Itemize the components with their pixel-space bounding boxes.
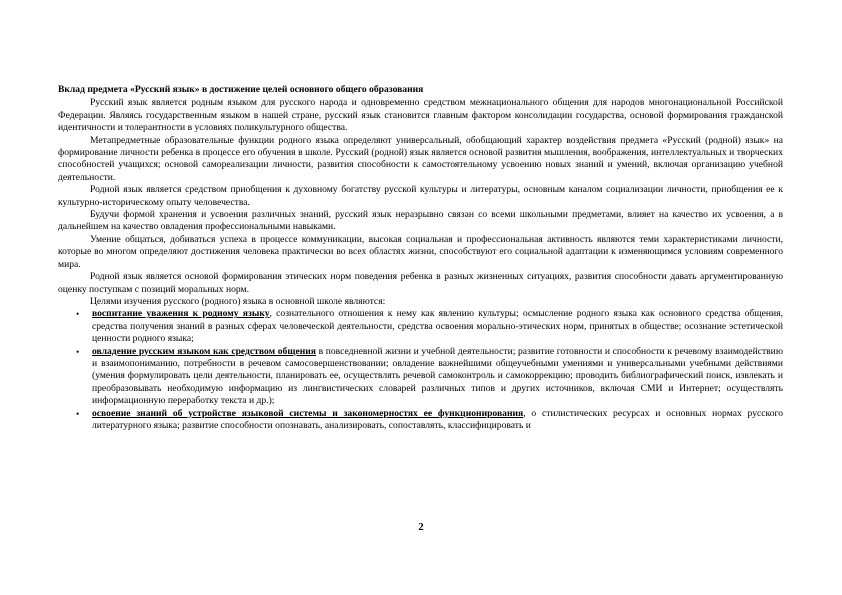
paragraph-3: Родной язык является средством приобщения к духовному богатству русской культуры и литературы, основным каналом социализации личности, приобщения ее к культурно-историческому опыту человечества. bbox=[58, 184, 783, 208]
paragraph-2: Метапредметные образовательные функции родного языка определяют универсальный, обобщающий характер воздействия предмета «Русский (родной) язык» на формирование личности ребенка в процессе его обучения в школе. Русский (родной) язык является основой развития мышления, воображения, интеллектуальных и творческих способностей учащихся; основой самореализации личности, развития способности к самостоятельному усвоению новых знаний и умений, включая организацию учебной деятельности. bbox=[58, 134, 783, 183]
bullet-icon: • bbox=[76, 309, 80, 320]
paragraph-1: Русский язык является родным языком для русского народа и одновременно средством межнационального общения для народов многонациональной Российской Федерации. Являясь государственным языком в нашей стране, русский язык становится главным фактором консолидации государства, основой формирования гражданской идентичности и толерантности в условиях поликультурного общества. bbox=[58, 97, 783, 134]
goal-text: в повседневной жизни и учебной деятельности; развитие готовности и способности к речевому взаимодействию и взаимопониманию, потребности в речевом самосовершенствовании; овладение важнейшими общеучебными умениями и универсальными учебными действиями (умения формулировать цели деятельности, планировать ее, осуществлять речевой самоконтроль и самокоррекцию; проводить библиографический поиск, извлекать и преобразовывать необходимую информацию из лингвистических словарей различных типов и других источников, включая СМИ и Интернет; осуществлять информационную переработку текста и др.); bbox=[92, 345, 783, 407]
section-heading: Вклад предмета «Русский язык» в достижение целей основного общего образования bbox=[58, 84, 424, 95]
page-number: 2 bbox=[418, 522, 424, 533]
goal-item bbox=[58, 408, 783, 433]
paragraph-5: Умение общаться, добиваться успеха в процессе коммуникации, высокая социальная и профессиональная активность являются теми характеристиками личности, которые во многом определяют достижения человека практически во всех областях жизни, способствуют его социальной адаптации к изменяющимся условиям современного мира. bbox=[58, 233, 783, 270]
bullet-icon: • bbox=[76, 346, 80, 357]
goals-intro: Целями изучения русского (родного) языка в основной школе являются: bbox=[90, 295, 386, 307]
goal-text: , о стилистических ресурсах и основных нормах русского литературного языка; развитие способности опознавать, анализировать, сопоставлять, классифицировать и bbox=[92, 407, 783, 431]
document-body bbox=[58, 84, 783, 432]
goal-lead: освоение знаний об устройстве языковой системы и закономерностях ее функционирования bbox=[92, 407, 524, 419]
paragraph-6: Родной язык является основой формирования этических норм поведения ребенка в разных жизненных ситуациях, развития способности давать аргументированную оценку поступкам с позиций моральных норм. bbox=[58, 271, 783, 295]
goal-item bbox=[58, 346, 783, 408]
goal-text: , сознательного отношения к нему как явлению культуры; осмысление родного языка как основного средства общения, средства получения знаний в разных сферах человеческой деятельности, средства освоения морально-этических норм, принятых в обществе; осознание эстетической ценности родного языка; bbox=[92, 308, 783, 345]
goal-lead: воспитание уважения к родному языку bbox=[92, 308, 270, 320]
paragraph-4: Будучи формой хранения и усвоения различных знаний, русский язык неразрывно связан со всеми школьными предметами, влияет на качество их усвоения, а в дальнейшем на качество овладения профессиональными навыками. bbox=[58, 209, 783, 233]
goal-lead: овладение русским языком как средством общения bbox=[92, 345, 316, 357]
bullet-icon: • bbox=[76, 408, 80, 419]
goals-list bbox=[58, 308, 783, 432]
goal-item bbox=[58, 308, 783, 345]
